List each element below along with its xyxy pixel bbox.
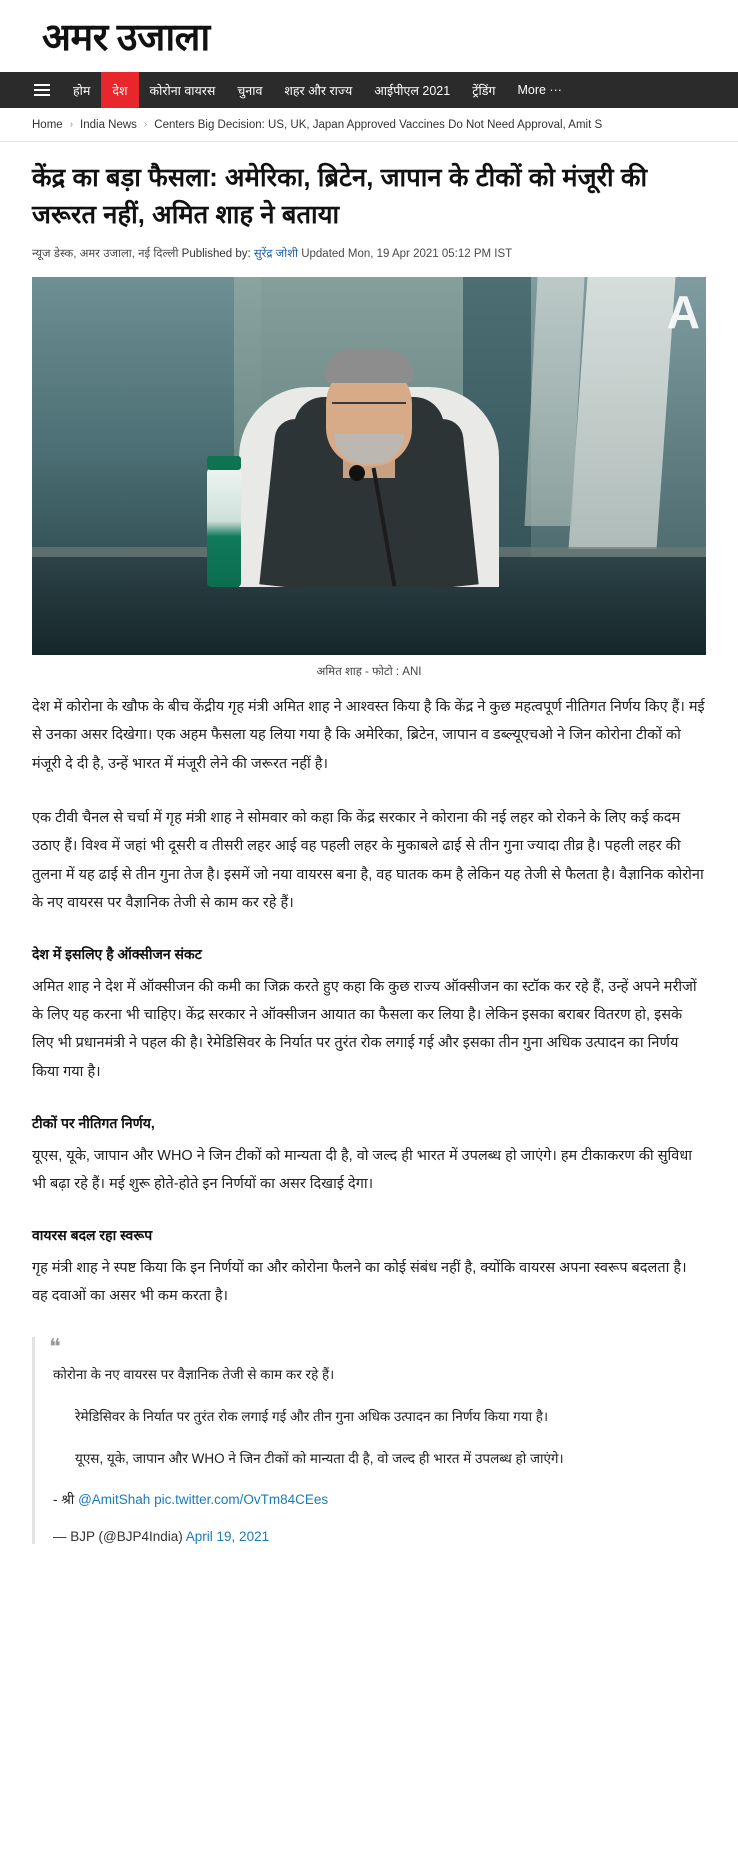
tweet-handle-link[interactable]: @AmitShah	[78, 1492, 151, 1508]
nav-item-more[interactable]: More ···	[517, 83, 562, 97]
breadcrumb-item-home[interactable]: Home	[32, 118, 63, 131]
section-heading: टीकों पर नीतिगत निर्णय,	[32, 1114, 155, 1131]
section-text: अमित शाह ने देश में ऑक्सीजन की कमी का जिक्र करते हुए कहा कि कुछ राज्य ऑक्सीजन का स्टॉक कर रहे हैं, उन्हें अपने मरीजों के लिए यह करना भी चाहिए। केंद्र सरकार ने ऑक्सीजन आयात का फैसला कर लिया है। लेकिन इसका बराबर वितरण हो, इसके लिए भी प्रधानमंत्री ने पहल की है। रेमेडिसिवर के निर्यात पर तुरंत रोक लगाई गई और इसका तीन गुना अधिक उत्पादन का निर्णय किया गया है।	[32, 978, 697, 1080]
tweet-line: कोरोना के नए वायरस पर वैज्ञानिक तेजी से काम कर रहे हैं।	[53, 1367, 335, 1383]
image-caption: अमित शाह - फोटो : ANI	[316, 666, 422, 679]
tweet-line: रेमेडिसिवर के निर्यात पर तुरंत रोक लगाई गई और तीन गुना अधिक उत्पादन का निर्णय किया गया है।	[75, 1409, 549, 1424]
hamburger-icon[interactable]	[30, 72, 62, 108]
nav-item-ipl-2021[interactable]: आईपीएल 2021	[374, 83, 451, 98]
nav-item-chunav[interactable]: चुनाव	[237, 83, 263, 98]
agency-watermark: A	[666, 286, 700, 339]
breadcrumb-separator-icon: ›	[69, 119, 74, 130]
quote-icon: ❝	[49, 1333, 61, 1359]
water-bottle	[207, 467, 241, 587]
nav-item-desh[interactable]: देश	[101, 72, 138, 108]
tweet-source-account[interactable]: — BJP (@BJP4India)	[53, 1528, 183, 1544]
tweet-pic-link[interactable]: pic.twitter.com/OvTm84CEes	[154, 1492, 329, 1508]
article-section	[32, 1112, 706, 1198]
article-paragraph: एक टीवी चैनल से चर्चा में गृह मंत्री शाह ने सोमवार को कहा कि केंद्र सरकार ने कोराना की नई लहर को रोकने के लिए कई कदम उठाए हैं। विश्व में जहां भी दूसरी व तीसरी लहर आई वह पहली लहर के मुकाबले ढाई से तीन गुना ज्यादा तीव्र है। पहली लहर की तुलना में यह ढाई से तीन गुना तेज है। इसमें जो नया वायरस बना है, वह घातक कम है लेकिन यह तेजी से फैलता है। वैज्ञानिक कोरोना के नए वायरस पर वैज्ञानिक तेजी से काम कर रहे हैं।	[32, 809, 704, 911]
site-logo[interactable]: अमर उजाला	[42, 17, 210, 59]
hero-image	[32, 277, 706, 655]
nav-item-trending[interactable]: ट्रेंडिंग	[472, 83, 496, 98]
breadcrumb-separator-icon: ›	[143, 119, 148, 130]
microphone-icon	[349, 465, 365, 481]
site-masthead	[0, 0, 738, 72]
embedded-tweet	[32, 1333, 706, 1544]
tweet-line: यूएस, यूके, जापान और WHO ने जिन टीकों को मान्यता दी है, वो जल्द ही भारत में उपलब्ध हो जाएंगे।	[75, 1450, 564, 1466]
hero-person-hair	[324, 349, 414, 383]
tweet-date-link[interactable]: April 19, 2021	[185, 1528, 270, 1544]
main-navigation	[0, 72, 738, 108]
hero-person-glasses	[332, 402, 406, 415]
section-heading: वायरस बदल रहा स्वरूप	[32, 1227, 153, 1244]
section-heading: देश में इसलिए है ऑक्सीजन संकट	[32, 946, 202, 963]
nav-item-corona-virus[interactable]: कोरोना वायरस	[149, 83, 216, 98]
author-name[interactable]: सुरेंद्र जोशी	[253, 247, 298, 260]
section-text: गृह मंत्री शाह ने स्पष्ट किया कि इन निर्णयों का और कोरोना फैलने का कोई संबंध नहीं है, क्योंकि वायरस अपना स्वरूप बदलता है। वह दवाओं का असर भी कम करता है।	[32, 1260, 687, 1305]
hero-image-wrapper	[32, 277, 706, 693]
article-section	[32, 1224, 706, 1310]
breadcrumb	[0, 108, 738, 142]
nav-item-city-state[interactable]: शहर और राज्य	[284, 83, 353, 98]
water-bottle-cap	[207, 456, 241, 470]
tweet-signature-prefix: - श्री	[53, 1492, 75, 1508]
breadcrumb-item-india-news[interactable]: India News	[80, 118, 137, 131]
article-section	[32, 943, 706, 1086]
byline-source: न्यूज डेस्क, अमर उजाला, नई दिल्ली	[32, 247, 179, 260]
published-by-label: Published by:	[181, 247, 251, 260]
page-title: केंद्र का बड़ा फैसला: अमेरिका, ब्रिटेन, जापान के टीकों को मंजूरी की जरूरत नहीं, अमित शाह ने बताया	[32, 164, 648, 229]
breadcrumb-item-current: Centers Big Decision: US, UK, Japan Approved Vaccines Do Not Need Approval, Amit S	[154, 118, 603, 131]
nav-item-home[interactable]: होम	[73, 83, 91, 98]
updated-timestamp: Updated Mon, 19 Apr 2021 05:12 PM IST	[301, 247, 513, 260]
article-byline	[32, 246, 706, 263]
tweet-source	[53, 1529, 706, 1544]
tweet-signature	[53, 1487, 706, 1513]
article-body	[0, 160, 738, 1544]
section-text: यूएस, यूके, जापान और WHO ने जिन टीकों को मान्यता दी है, वो जल्द ही भारत में उपलब्ध हो जाएंगे। हम टीकाकरण की सुविधा भी बढ़ा रहे हैं। मई शुरू होते-होते इन निर्णयों का असर दिखाई देगा।	[32, 1147, 693, 1192]
article-paragraph: देश में कोरोना के खौफ के बीच केंद्रीय गृह मंत्री अमित शाह ने आश्वस्त किया है कि केंद्र ने कुछ महत्वपूर्ण नीतिगत निर्णय किए हैं। मई से उनका असर दिखेगा। एक अहम फैसला यह लिया गया है कि अमेरिका, ब्रिटेन, जापान व डब्ल्यूएचओ ने जिन कोरोना टीकों को मंजूरी दे दी है, उन्हें भारत में मंजूरी लेने की जरूरत नहीं है।	[32, 699, 705, 772]
